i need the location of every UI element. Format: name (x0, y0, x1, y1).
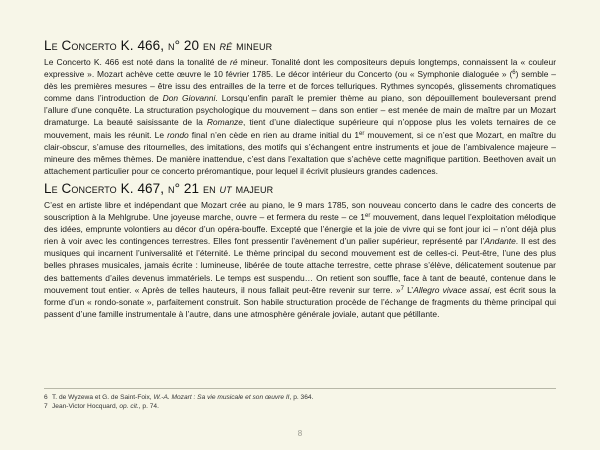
section-1-paragraph: Le Concerto K. 466 est noté dans la tonalité de ré mineur. Tonalité dont les compositeurs depuis longtemps, connaissent la « couleur expressive ». Mozart achève cette œuvre le 10 février 1785. Le décor intérieur du Concerto (ou « Symphonie dialoguée » ($^6$) semble – dès les premières mesures – être issu des entrailles de la terre et de forces telluriques. Rythmes syncopés, glissements chromatiques comme dans l’introduction de Don Giovanni. Lorsqu’enfin paraît le premier thème au piano, son dépouillement bouleversant prend l’allure d’une conquête. La structuration psychologique du mouvement – dans son entier – est menée de main de maître par un Mozart dramaturge. La beauté saisissante de la Romanze, tient d’une dialectique supérieure qui n’oppose plus les volets ternaires de ce mouvement, mais les réunit. Le rondo final n’en cède en rien au drame initial du 1er mouvement, si ce n’est que Mozart, en maître du clair-obscur, s’amuse des ritournelles, des imitations, des motifs qui s’échangent entre instruments et joue de l’ambivalence majeure – mineure des mêmes thèmes. De manière inattendue, c’est dans l’exaltation que s’achève cette magnifique partition. Beethoven avait un attachement particulier pour ce concerto préromantique, pour lequel il écrivit plusieurs grandes cadences. (44, 57, 557, 176)
section-2-heading: Le Concerto K. 467, n° 21 en ut majeur (44, 180, 274, 196)
footnote-7: 7 Jean-Victor Hocquard, op. cit., p. 74. (44, 403, 159, 411)
page-number: 8 (297, 429, 303, 438)
footnote-ref-6[interactable]: 6 (512, 70, 516, 77)
footnote-divider (44, 388, 556, 389)
footnotes (44, 393, 556, 411)
section-2-paragraph: C’est en artiste libre et indépendant que Mozart crée au piano, le 9 mars 1785, son nouveau concerto dans le cadre des concerts de souscription à la Mehlgrube. Une joyeuse marche, ouvre – et fermera du reste – ce 1er mouvement, dans lequel l’exploitation mélodique des idées, emprunte volontiers au décor d’un opéra-bouffe. Excepté que l’énergie et la joie de vivre qui se font jour ici – n’ont déjà plus rien à voir avec les contingences terrestres. Elles font pressentir l’avènement d’un palier supérieur, représenté par l’Andante. Il est des musiques qui incarnent l’universalité et l’éternité. Le thème principal du second mouvement est de celles-ci. Peut-être, l’une des plus belles phrases musicales, jamais écrite : lumineuse, libérée de toute attache terrestre, cette phrase s’élève, délicatement soutenue par des battements d’ailes devenus immatériels. Le temps est suspendu… On retient son souffle, face à tant de beauté, contenue dans le mouvement tout entier. « Après de telles hauteurs, il nous fallait peut-être revenir sur terre. »$^7$ L’Allegro vivace assai, est écrit sous la forme d’un « rondo-sonate », parfaitement construit. Son habile structuration procède de l’échange de fragments du thème principal qui passent d’une famille instrumentale à l’autre, dans une atmosphère générale joviale, autant que pétillante. (44, 199, 556, 319)
footnote-6: 6 T. de Wyzewa et G. de Saint-Foix, W.-A. Mozart : Sa vie musicale et son œuvre II, p. 364. (44, 394, 314, 401)
page-content (44, 38, 556, 320)
section-1-heading: Le Concerto K. 466, n° 20 en ré mineur (44, 38, 273, 53)
footnote-ref-7[interactable]: 7 (400, 285, 404, 292)
